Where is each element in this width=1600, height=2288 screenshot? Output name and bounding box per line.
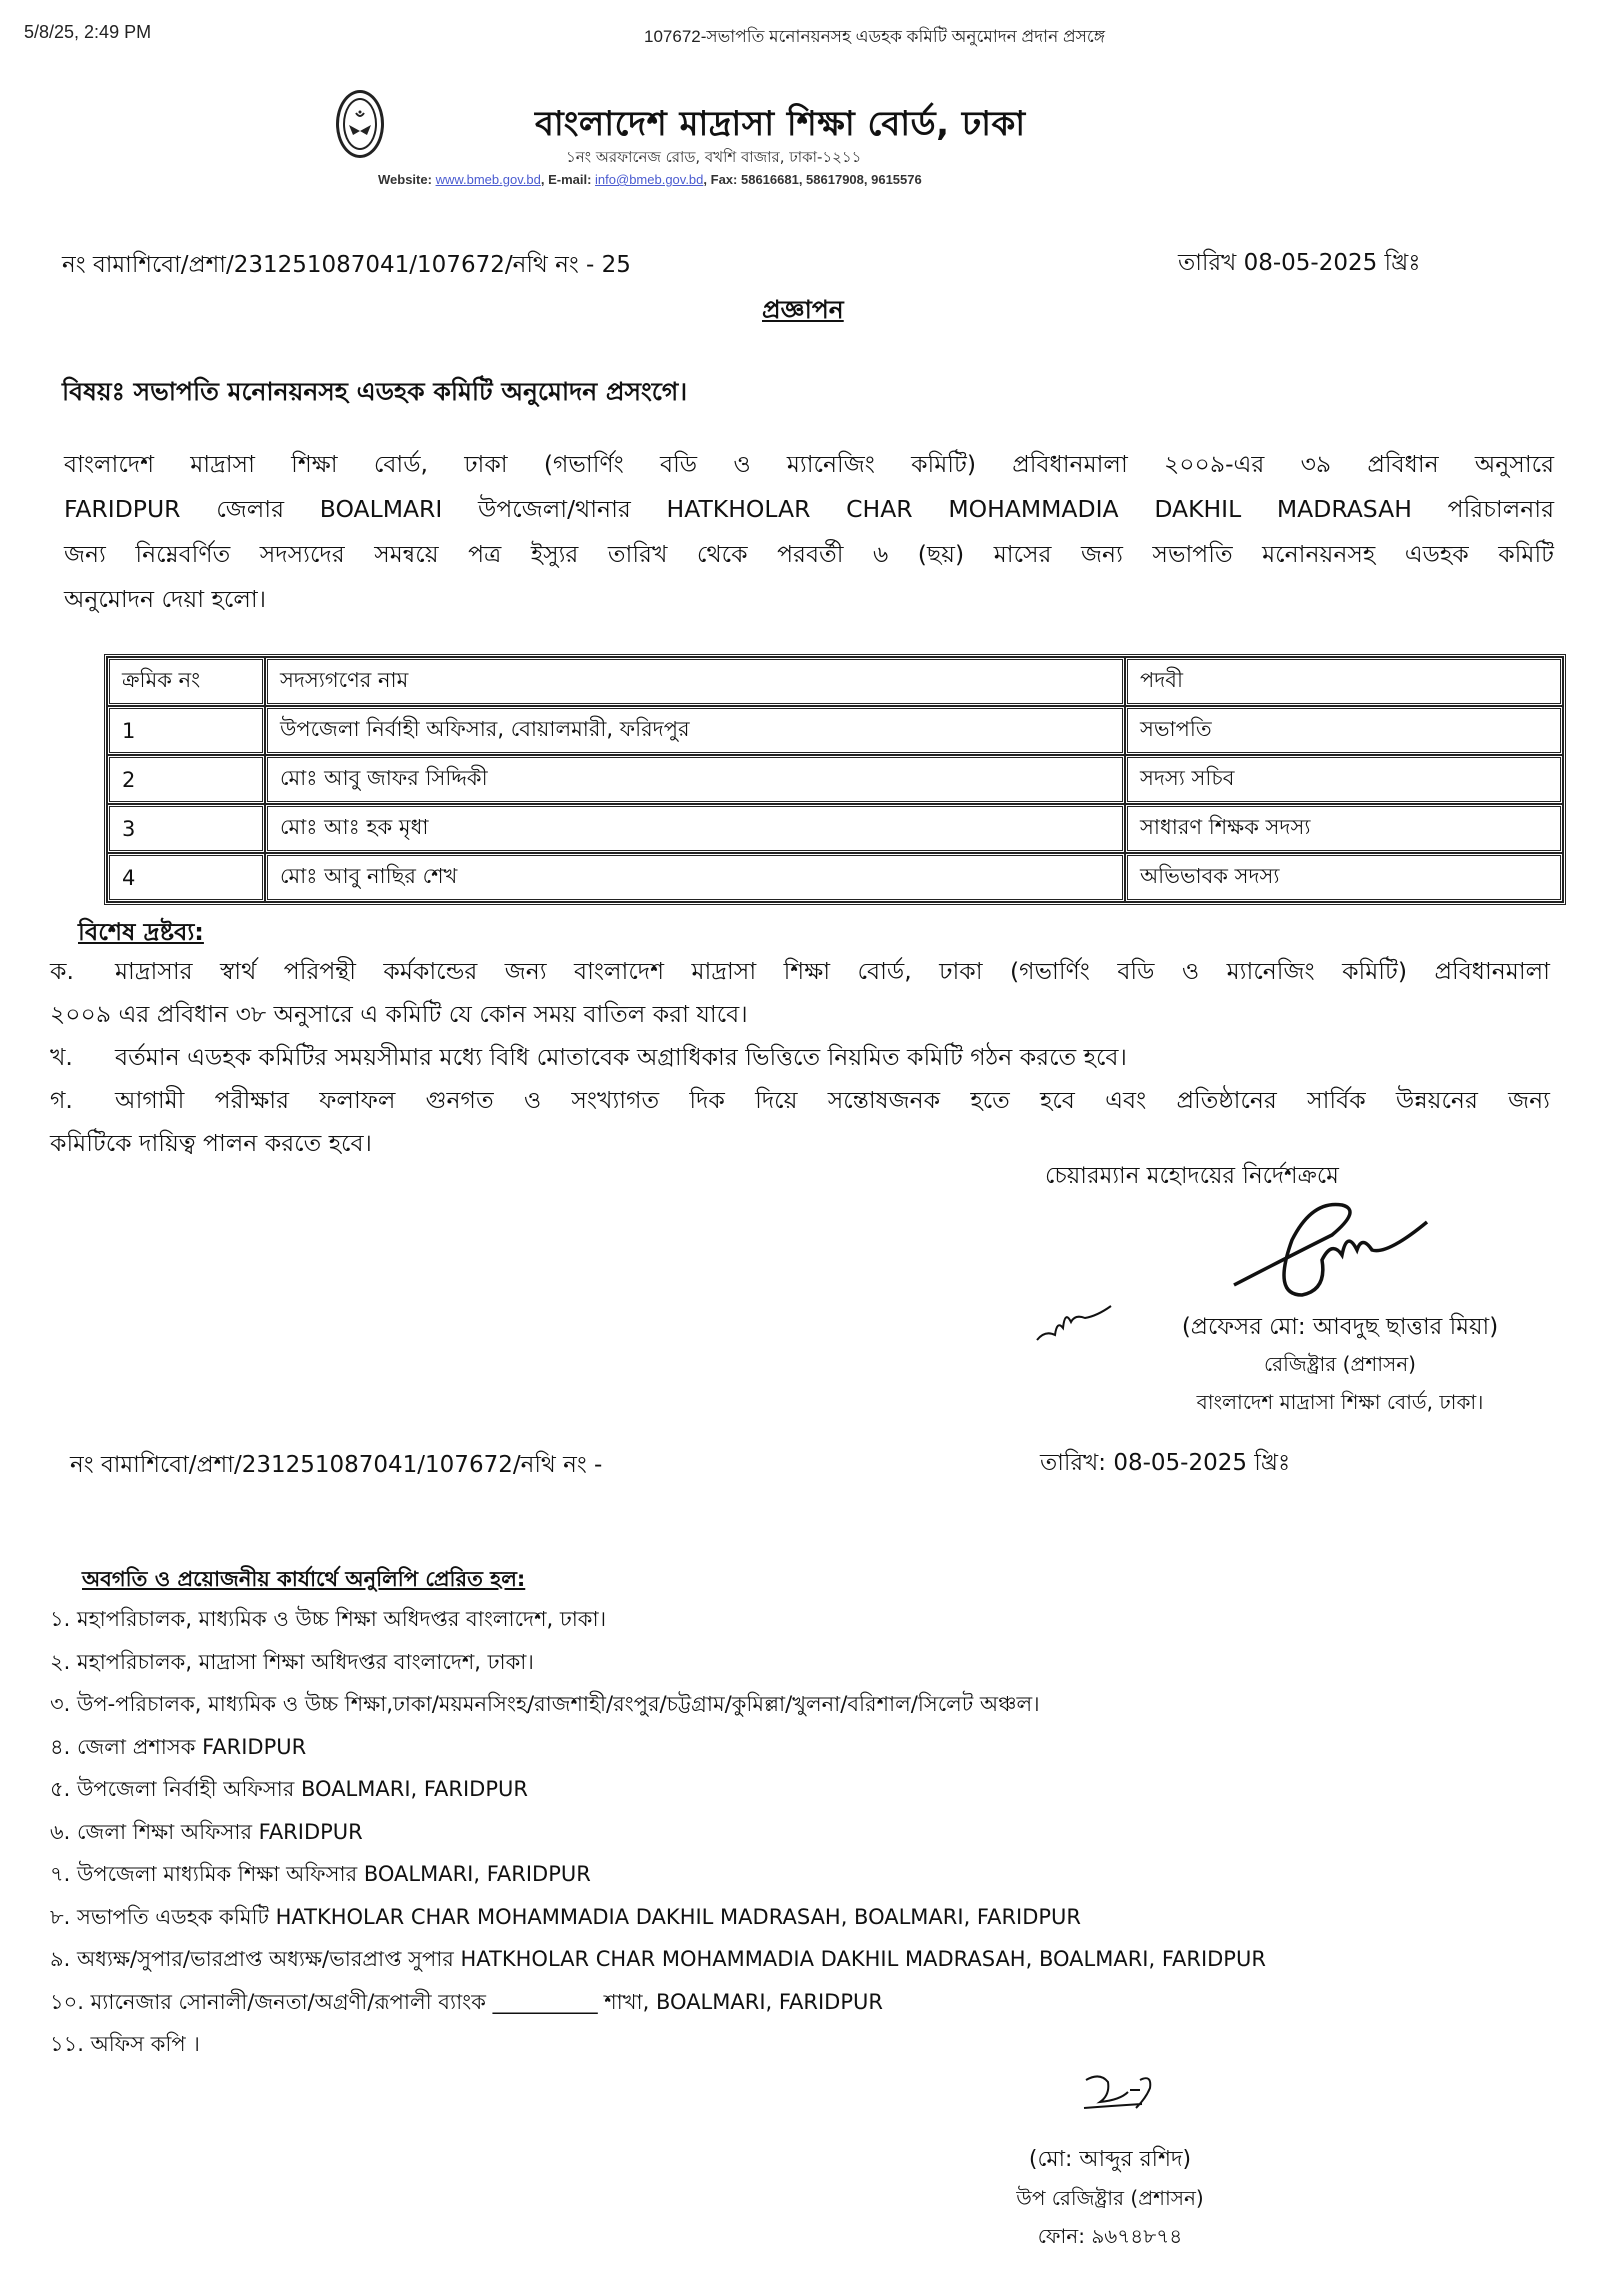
signatory-1-block bbox=[1120, 1308, 1560, 1422]
note-item-cont: ২০০৯ এর প্রবিধান ৩৮ অনুসারে এ কমিটি যে কোন সময় বাতিল করা যাবে। bbox=[50, 1000, 748, 1028]
signatory-2-name: (মো: আব্দুর রশিদ) bbox=[1028, 2147, 1192, 2172]
cc-heading: অবগতি ও প্রয়োজনীয় কার্যার্থে অনুলিপি প্রেরিত হল: bbox=[82, 1567, 526, 1591]
cc-item: ৪. জেলা প্রশাসক FARIDPUR bbox=[50, 1734, 307, 1759]
memo-ref-no: নং বামাশিবো/প্রশা/231251087041/107672/নথি নং - 25 bbox=[62, 252, 631, 278]
cell-designation: অভিভাবক সদস্য bbox=[1125, 853, 1563, 902]
copy-memo-ref-no: নং বামাশিবো/প্রশা/231251087041/107672/নথি নং - bbox=[70, 1452, 603, 1478]
cell-member-name: মোঃ আবু নাছির শেখ bbox=[265, 853, 1125, 902]
cell-serial: 1 bbox=[107, 706, 265, 755]
signatory-2-block bbox=[960, 2140, 1260, 2256]
cc-item: ৭. উপজেলা মাধ্যমিক শিক্ষা অফিসার BOALMARI, FARIDPUR bbox=[50, 1862, 591, 1886]
body-line: FARIDPUR জেলার BOALMARI উপজেলা/থানার HATKHOLAR CHAR MOHAMMADIA DAKHIL MADRASAH পরিচালনার bbox=[64, 495, 1554, 523]
header-serial: ক্রমিক নং bbox=[107, 657, 265, 706]
signatory-2-designation: উপ রেজিষ্ট্রার (প্রশাসন) bbox=[1016, 2186, 1204, 2210]
cell-member-name: উপজেলা নির্বাহী অফিসার, বোয়ালমারী, ফরিদপুর bbox=[265, 706, 1125, 755]
body-line: অনুমোদন দেয়া হলো। bbox=[64, 585, 267, 613]
table-header-row bbox=[107, 657, 1563, 706]
cc-item: ৩. উপ-পরিচালক, মাধ্যমিক ও উচ্চ শিক্ষা,ঢাকা/ময়মনসিংহ/রাজশাহী/রংপুর/চট্টগ্রাম/কুমিল্লা/খুলনা/বরিশাল/সিলেট অঞ্চল। bbox=[50, 1692, 1040, 1716]
cc-item: ২. মহাপরিচালক, মাদ্রাসা শিক্ষা অধিদপ্তর বাংলাদেশ, ঢাকা। bbox=[50, 1649, 534, 1674]
cc-item: ১. মহাপরিচালক, মাধ্যমিক ও উচ্চ শিক্ষা অধিদপ্তর বাংলাদেশ, ঢাকা। bbox=[50, 1607, 607, 1631]
email-link[interactable]: info@bmeb.gov.bd bbox=[595, 172, 704, 187]
signature-deputy-registrar-icon bbox=[1080, 2070, 1160, 2115]
board-seal-icon bbox=[336, 90, 384, 158]
signatory-1-designation: রেজিষ্ট্রার (প্রশাসন) bbox=[1264, 1352, 1416, 1376]
memo-date: তারিখ 08-05-2025 খ্রিঃ bbox=[1178, 250, 1421, 276]
org-contact-line: Website: www.bmeb.gov.bd, E-mail: info@bmeb.gov.bd, Fax: 58616681, 58617908, 9615576 bbox=[378, 172, 922, 187]
copy-memo-date: তারিখ: 08-05-2025 খ্রিঃ bbox=[1040, 1450, 1291, 1476]
special-notes-heading: বিশেষ দ্রষ্টব্য: bbox=[78, 918, 204, 946]
table-row bbox=[107, 853, 1563, 902]
note-item-cont: কমিটিকে দায়িত্ব পালন করতে হবে। bbox=[50, 1129, 372, 1157]
body-line: জন্য নিম্নেবর্ণিত সদস্যদের সমন্বয়ে পত্র ইস্যুর তারিখ থেকে পরবর্তী ৬ (ছয়) মাসের জন্য সভাপতি মনোনয়নসহ এডহক কমিটি bbox=[64, 540, 1554, 568]
cell-serial: 2 bbox=[107, 755, 265, 804]
initial-signature-icon bbox=[1035, 1300, 1115, 1350]
notification-heading: প্রজ্ঞাপন bbox=[762, 295, 844, 324]
cc-item: ১১. অফিস কপি । bbox=[50, 2032, 200, 2056]
cc-item: ১০. ম্যানেজার সোনালী/জনতা/অগ্রণী/রূপালী ব্যাংক __________ শাখা, BOALMARI, FARIDPUR bbox=[50, 1989, 883, 2014]
signatory-2-phone: ফোন: ৯৬৭৪৮৭৪ bbox=[1037, 2224, 1183, 2248]
cell-serial: 4 bbox=[107, 853, 265, 902]
special-notes-list bbox=[50, 950, 1550, 1165]
note-item: গ. আগামী পরীক্ষার ফলাফল গুনগত ও সংখ্যাগত দিক দিয়ে সন্তোষজনক হতে হবে এবং প্রতিষ্ঠানের সার্বিক উন্নয়নের জন্য bbox=[50, 1086, 1550, 1114]
open-book-icon bbox=[347, 109, 373, 139]
subject-line: বিষয়ঃ সভাপতি মনোনয়নসহ এডহক কমিটি অনুমোদন প্রসংগে। bbox=[62, 377, 688, 406]
table-row bbox=[107, 755, 1563, 804]
cc-item: ৫. উপজেলা নির্বাহী অফিসার BOALMARI, FARIDPUR bbox=[50, 1777, 528, 1801]
table-row bbox=[107, 804, 1563, 853]
cell-member-name: মোঃ আবু জাফর সিদ্দিকী bbox=[265, 755, 1125, 804]
members-table bbox=[104, 654, 1566, 905]
body-line: বাংলাদেশ মাদ্রাসা শিক্ষা বোর্ড, ঢাকা (গভার্ণিং বডি ও ম্যানেজিং কমিটি) প্রবিধানমালা ২০০৯-এর ৩৯ প্রবিধান অনুসারে bbox=[64, 450, 1554, 478]
print-datetime: 5/8/25, 2:49 PM bbox=[24, 22, 152, 42]
by-order-line: চেয়ারম্যান মহোদয়ের নির্দেশক্রমে bbox=[1045, 1163, 1339, 1189]
cell-designation: সাধারণ শিক্ষক সদস্য bbox=[1125, 804, 1563, 853]
cc-item: ৬. জেলা শিক্ষা অফিসার FARIDPUR bbox=[50, 1819, 363, 1844]
cell-designation: সদস্য সচিব bbox=[1125, 755, 1563, 804]
cell-member-name: মোঃ আঃ হক মৃধা bbox=[265, 804, 1125, 853]
note-item: ক. মাদ্রাসার স্বার্থ পরিপন্থী কর্মকান্ডের জন্য বাংলাদেশ মাদ্রাসা শিক্ষা বোর্ড, ঢাকা (গভার্ণিং বডি ও ম্যানেজিং কমিটি) প্রবিধানমালা bbox=[50, 957, 1550, 985]
org-address: ১নং অরফানেজ রোড, বখশি বাজার, ঢাকা-১২১১ bbox=[566, 148, 862, 166]
header-member-name: সদস্যগণের নাম bbox=[265, 657, 1125, 706]
cell-serial: 3 bbox=[107, 804, 265, 853]
cc-list bbox=[50, 1598, 1550, 2066]
cc-item: ৯. অধ্যক্ষ/সুপার/ভারপ্রাপ্ত অধ্যক্ষ/ভারপ্রাপ্ত সুপার HATKHOLAR CHAR MOHAMMADIA DAKHIL MADRASAH, BOALMARI, FARIDPUR bbox=[50, 1947, 1266, 1971]
signatory-1-name: (প্রফেসর মো: আবদুছ ছাত্তার মিয়া) bbox=[1181, 1314, 1499, 1340]
note-item: খ. বর্তমান এডহক কমিটির সময়সীমার মধ্যে বিধি মোতাবেক অগ্রাধিকার ভিত্তিতে নিয়মিত কমিটি গঠন করতে হবে। bbox=[50, 1043, 1127, 1071]
signatory-1-organization: বাংলাদেশ মাদ্রাসা শিক্ষা বোর্ড, ঢাকা। bbox=[1196, 1390, 1484, 1414]
print-doc-title: 107672-সভাপতি মনোনয়নসহ এডহক কমিটি অনুমোদন প্রদান প্রসঙ্গে bbox=[644, 27, 1105, 46]
cc-item: ৮. সভাপতি এডহক কমিটি HATKHOLAR CHAR MOHAMMADIA DAKHIL MADRASAH, BOALMARI, FARIDPUR bbox=[50, 1904, 1082, 1929]
website-link[interactable]: www.bmeb.gov.bd bbox=[435, 172, 541, 187]
org-name: বাংলাদেশ মাদ্রাসা শিক্ষা বোর্ড, ঢাকা bbox=[535, 104, 1026, 144]
cell-designation: সভাপতি bbox=[1125, 706, 1563, 755]
fax-numbers: 58616681, 58617908, 9615576 bbox=[740, 172, 922, 187]
header-designation: পদবী bbox=[1125, 657, 1563, 706]
body-paragraph bbox=[64, 442, 1554, 622]
signature-registrar-icon bbox=[1232, 1200, 1432, 1300]
table-row bbox=[107, 706, 1563, 755]
